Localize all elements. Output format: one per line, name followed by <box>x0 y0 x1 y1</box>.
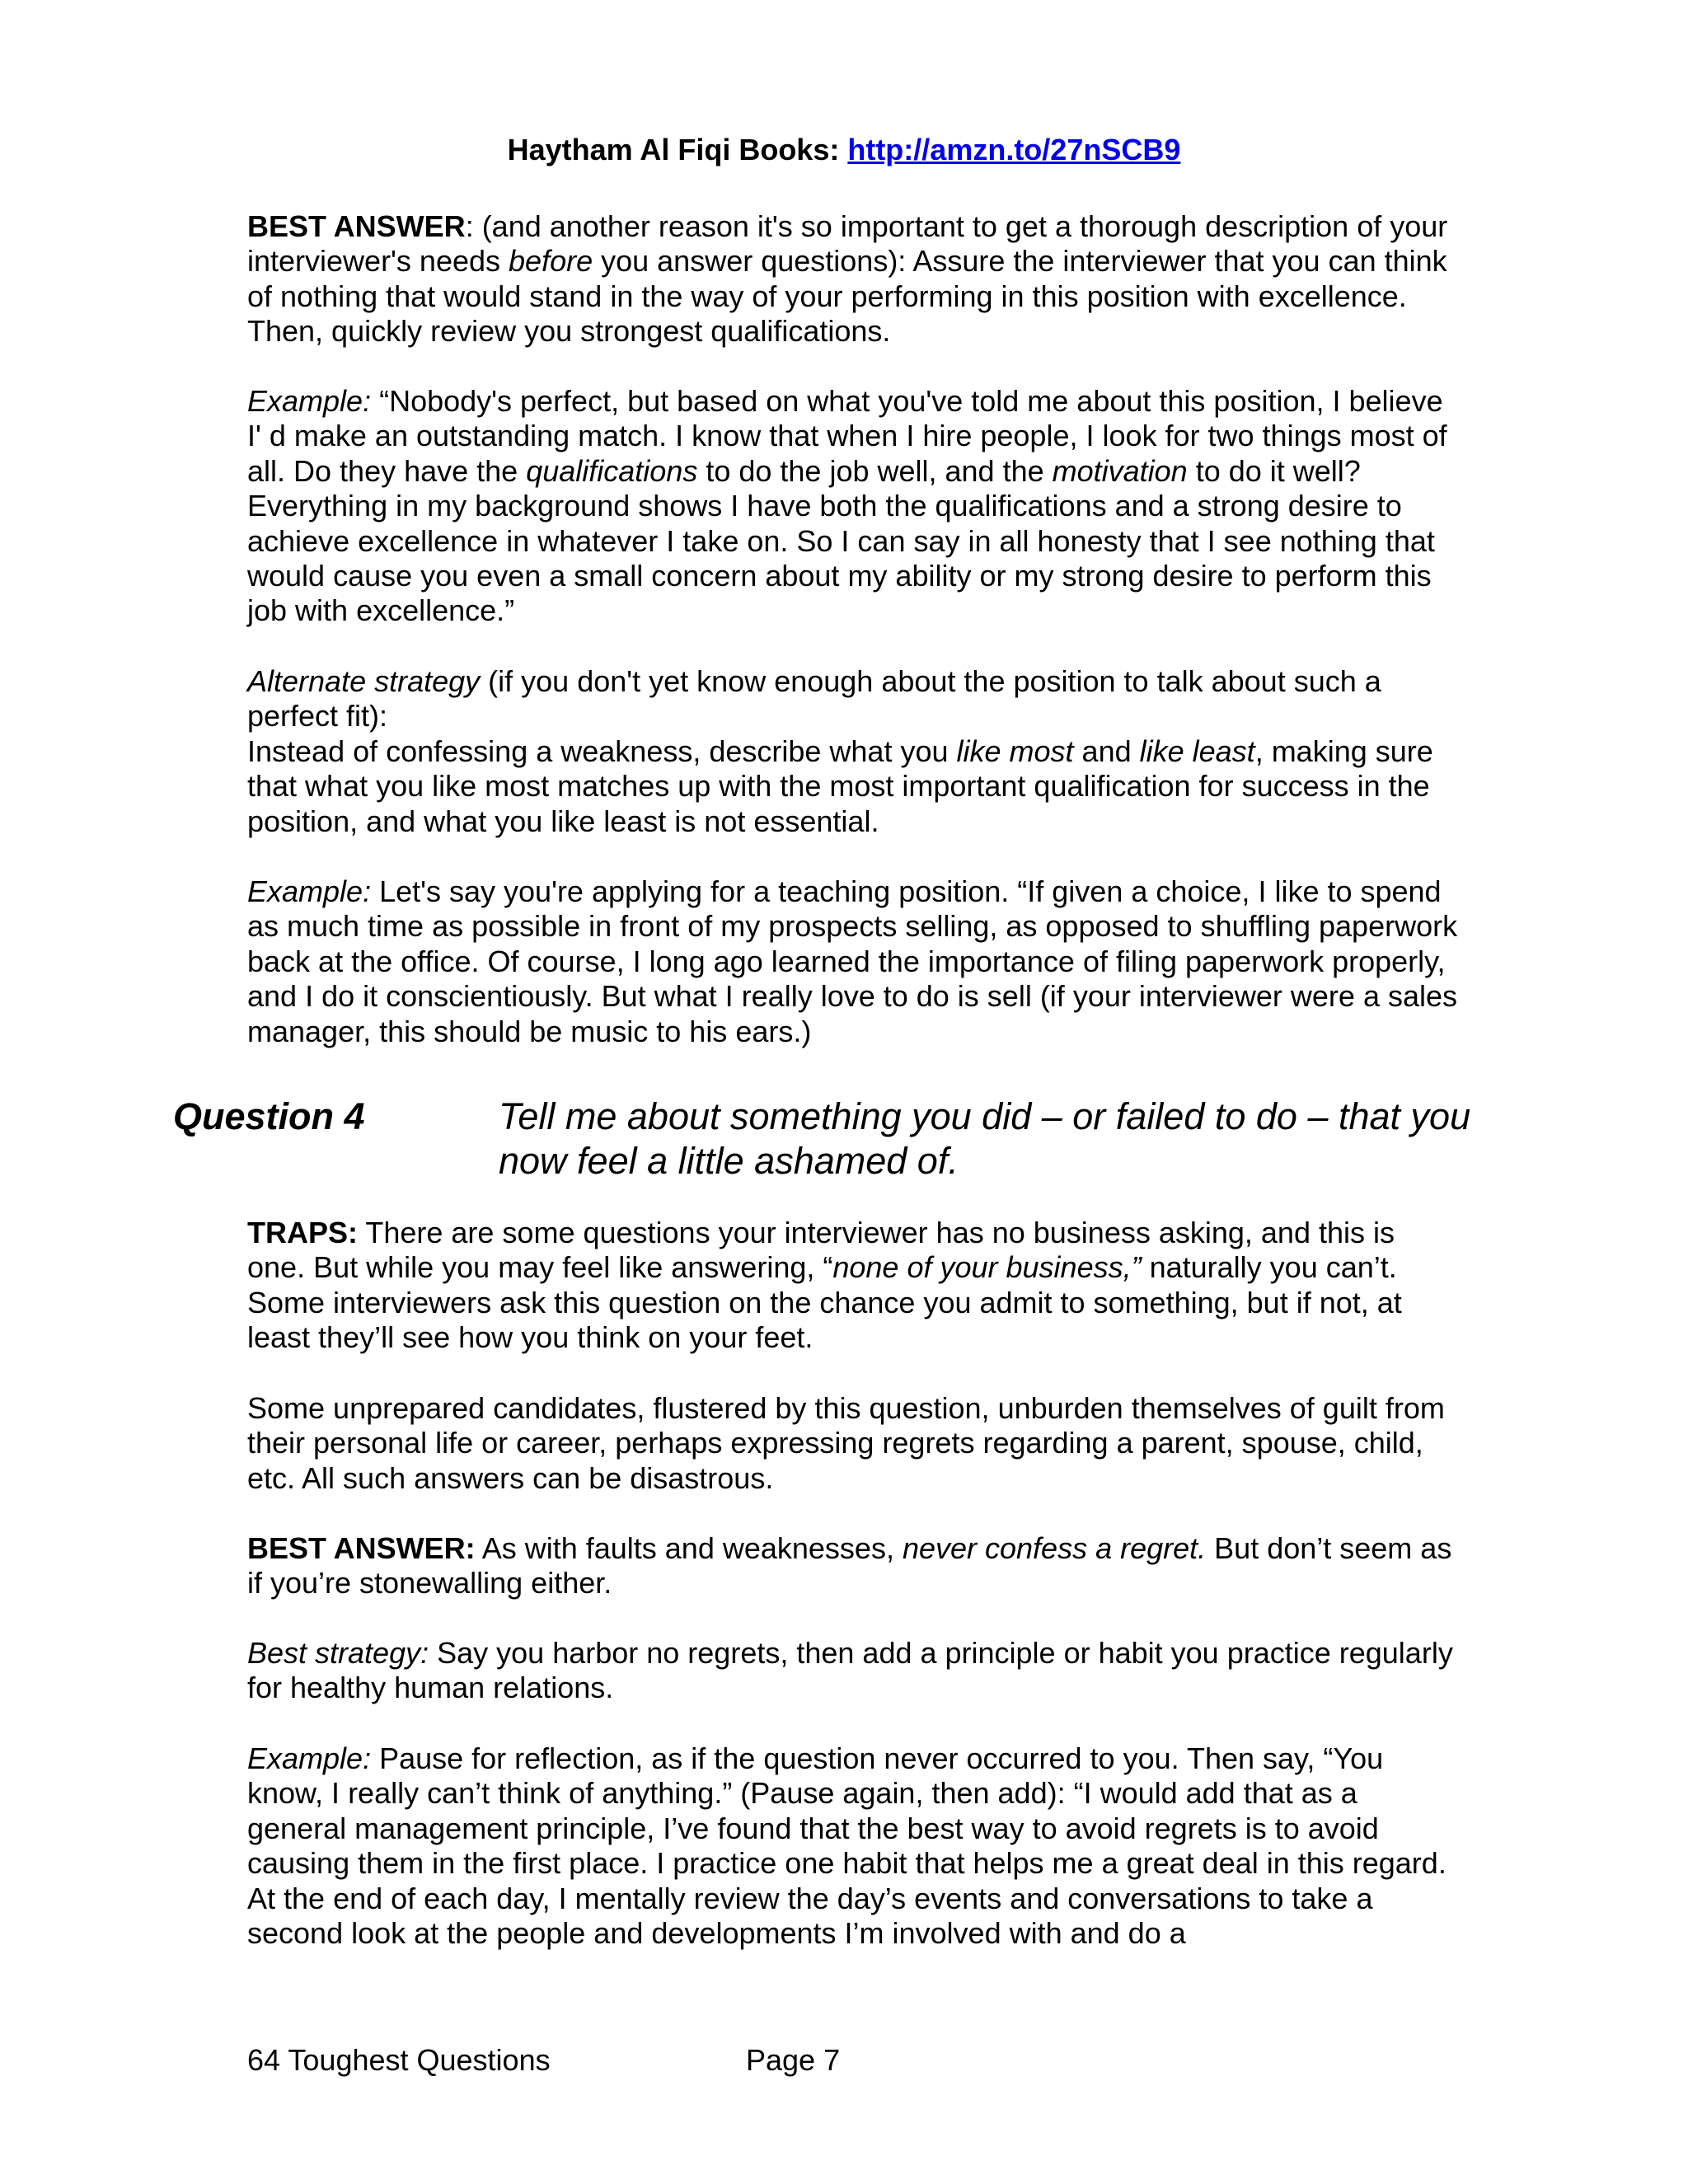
books-link[interactable]: http://amzn.to/27nSCB9 <box>847 133 1181 166</box>
best-answer-paragraph: BEST ANSWER: (and another reason it's so important to get a thorough description of your interviewer's needs before you answer questions): Assure the interviewer that you can think of nothing that would stand in the way of your performing in this position with excellence. Then, quickly review you strongest qualifications. <box>247 209 1448 349</box>
footer-title: 64 Toughest Questions <box>247 2043 551 2077</box>
alternate-strategy-paragraph: Alternate strategy (if you don't yet know enough about the position to talk about such a perfect fit): Instead of confessing a weakness, describe what you like most and like least, making sure that what you like most matches up with the most important qualification for success in the position, and what you like least is not essential. <box>247 664 1433 838</box>
question-text: Tell me about something you did – or failed to do – that you now feel a little ashamed of. <box>499 1095 1471 1182</box>
example-paragraph-1: Example: “Nobody's perfect, but based on what you've told me about this position, I believe I' d make an outstanding match. I know that when I hire people, I look for two things most of all. Do they have the qualifications to do the job well, and the motivation to do it well? Everything in my background shows I have both the qualifications and a strong desire to achieve excellence in whatever I take on. So I can say in all honesty that I see nothing that would cause you even a small concern about my ability or my strong desire to perform this job with excellence.” <box>247 384 1447 628</box>
best-answer-label: BEST ANSWER <box>247 209 466 243</box>
page-number: Page 7 <box>746 2043 841 2077</box>
header-prefix: Haytham Al Fiqi Books: <box>507 133 848 166</box>
example-label: Example: <box>247 384 372 418</box>
best-strategy-label: Best strategy: <box>247 1636 429 1670</box>
traps-paragraph: TRAPS: There are some questions your interviewer has no business asking, and this is one. But while you may feel like answering, “none of your business,” naturally you can’t. Some interviewers ask this question on the chance you admit to something, but if not, at least they’ll see how you think on your feet. <box>247 1216 1402 1355</box>
question-number: Question 4 <box>173 1095 365 1137</box>
example-label: Example: <box>247 874 372 908</box>
alternate-strategy-label: Alternate strategy <box>247 664 481 698</box>
best-strategy-paragraph: Best strategy: Say you harbor no regrets, then add a principle or habit you practice regularly for healthy human relations. <box>247 1636 1453 1705</box>
best-answer-label: BEST ANSWER: <box>247 1531 476 1565</box>
traps-label: TRAPS: <box>247 1216 358 1249</box>
example-label: Example: <box>247 1741 372 1775</box>
unprepared-candidates-paragraph: Some unprepared candidates, flustered by this question, unburden themselves of guilt from their personal life or career, perhaps expressing regrets regarding a parent, spouse, child, etc. All such answers can be disastrous. <box>247 1391 1445 1495</box>
example-paragraph-3: Example: Pause for reflection, as if the question never occurred to you. Then say, “You know, I really can’t think of anything.” (Pause again, then add): “I would add that as a general management principle, I’ve found that the best way to avoid regrets is to avoid causing them in the first place. I practice one habit that helps me a great deal in this regard. At the end of each day, I mentally review the day’s events and conversations to take a second look at the people and developments I’m involved with and do a <box>247 1741 1447 1951</box>
best-answer-paragraph-2: BEST ANSWER: As with faults and weaknesses, never confess a regret. But don’t seem as if you’re stonewalling either. <box>247 1531 1452 1601</box>
page-header <box>0 132 1688 168</box>
example-paragraph-2: Example: Let's say you're applying for a teaching position. “If given a choice, I like to spend as much time as possible in front of my prospects selling, as opposed to shuffling paperwork back at the office. Of course, I long ago learned the importance of filing paperwork properly, and I do it conscientiously. But what I really love to do is sell (if your interviewer were a sales manager, this should be music to his ears.) <box>247 874 1458 1048</box>
